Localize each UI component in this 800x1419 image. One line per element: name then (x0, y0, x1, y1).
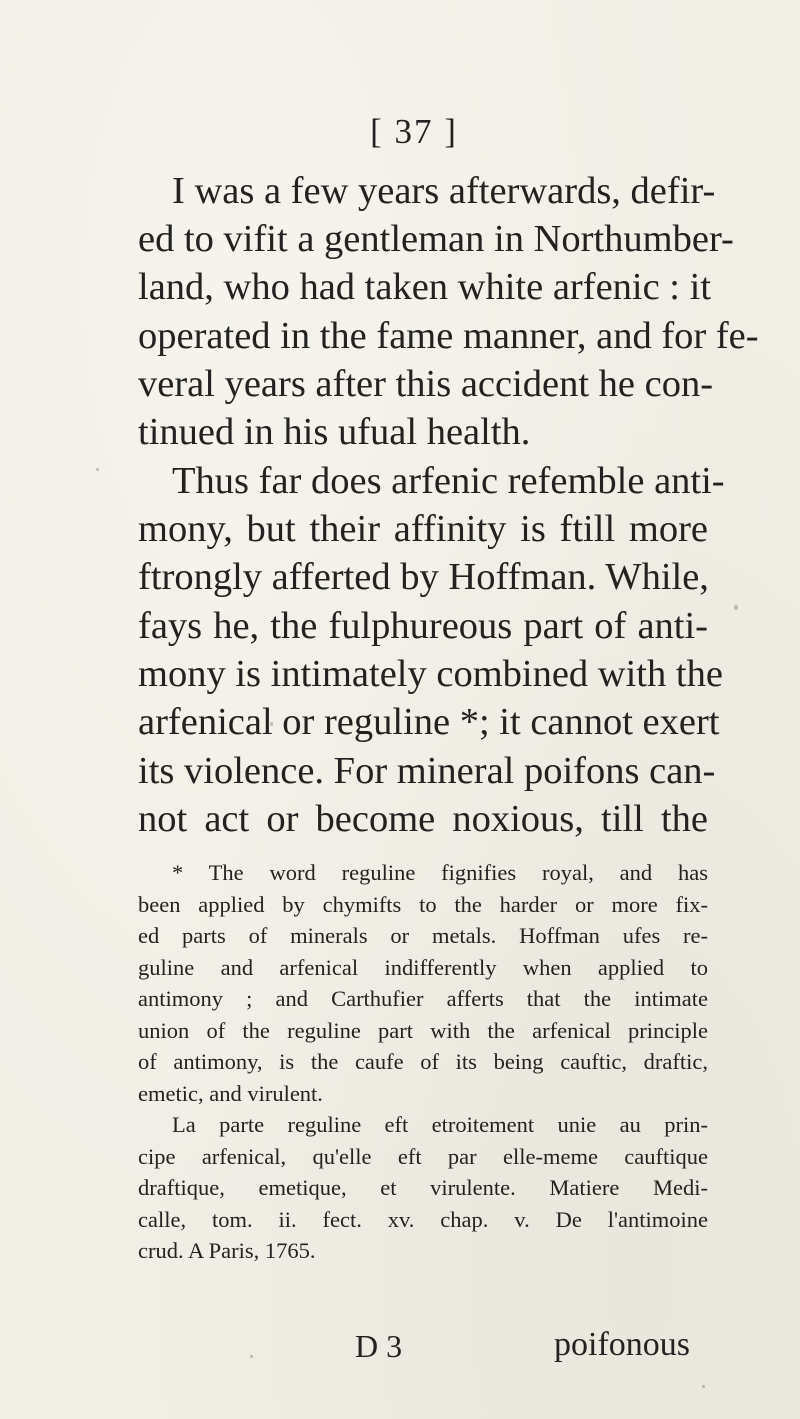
footnote-line: draftique, emetique, et virulente. Matiere Medi- (138, 1175, 708, 1200)
body-line: mony is intimately combined with the (138, 653, 723, 695)
paper-speck (96, 468, 99, 471)
paper-speck (270, 722, 273, 726)
catchword: poifonous (554, 1326, 690, 1363)
body-line: arfenical or reguline *; it cannot exert (138, 701, 720, 743)
body-line: tinued in his ufual health. (138, 411, 531, 453)
footnote-line: antimony ; and Carthufier afferts that the intimate (138, 986, 708, 1011)
body-line: ftrongly afferted by Hoffman. While, (138, 556, 709, 598)
footnote-line: guline and arfenical indifferently when applied to (138, 955, 708, 980)
body-line: its violence. For mineral poifons can- (138, 750, 716, 792)
footnote-line: La parte reguline eft etroitement unie au prin- (172, 1112, 708, 1137)
footnote-line: been applied by chymifts to the harder or more fix- (138, 892, 708, 917)
body-line: land, who had taken white arfenic : it (138, 266, 712, 308)
footnote-line: cipe arfenical, qu'elle eft par elle-meme cauftique (138, 1144, 708, 1169)
body-line: not act or become noxious, till the (138, 798, 708, 840)
body-line: ed to vifit a gentleman in Northumber- (138, 218, 734, 260)
body-line: operated in the fame manner, and for fe- (138, 315, 759, 357)
footnote-line: * The word reguline fignifies royal, and has (172, 860, 708, 885)
page-number: [ 37 ] (370, 112, 458, 151)
body-line: veral years after this accident he con- (138, 363, 714, 405)
paper-speck (702, 1385, 705, 1388)
footnote-line: crud. A Paris, 1765. (138, 1238, 316, 1263)
footnote-line: calle, tom. ii. fect. xv. chap. v. De l'antimoine (138, 1207, 708, 1232)
signature-mark: D 3 (355, 1328, 403, 1364)
body-line: mony, but their affinity is ftill more (138, 508, 708, 550)
paper-speck (734, 605, 738, 610)
body-line: Thus far does arfenic refemble anti- (172, 460, 725, 502)
footnote-line: emetic, and virulent. (138, 1081, 323, 1106)
paper-speck (250, 1355, 253, 1358)
footnote-line: of antimony, is the caufe of its being cauftic, draftic, (138, 1049, 708, 1074)
body-line: I was a few years afterwards, defir- (172, 170, 716, 212)
footnote-line: ed parts of minerals or metals. Hoffman ufes re- (138, 923, 708, 948)
body-line: fays he, the fulphureous part of anti- (138, 605, 708, 647)
footnote-line: union of the reguline part with the arfenical principle (138, 1018, 708, 1043)
